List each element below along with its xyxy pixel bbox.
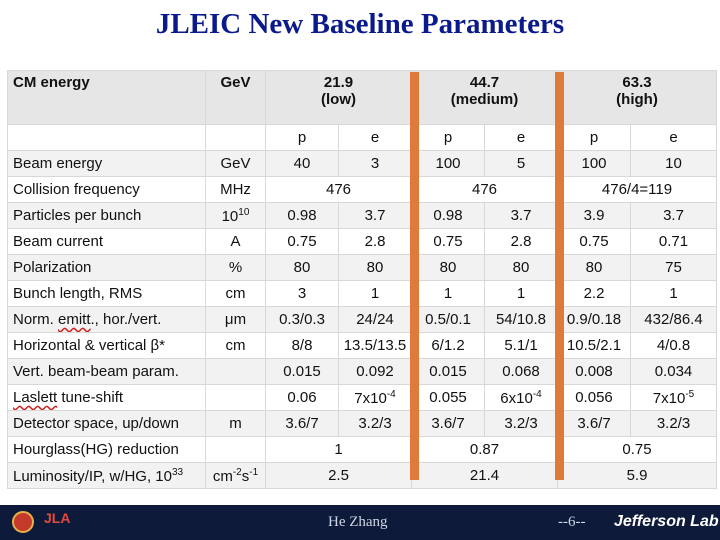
- page-number: --6--: [558, 514, 586, 530]
- row-unit: A: [206, 229, 266, 255]
- row-value: $7x10^{-5}$: [631, 385, 717, 411]
- row-value: 3.7: [631, 203, 717, 229]
- row-value: 3.7: [485, 203, 558, 229]
- slide-title: JLEIC New Baseline Parameters: [155, 8, 565, 40]
- table-row: [8, 281, 717, 307]
- row-value: 0.068: [485, 359, 558, 385]
- row-value: 0.71: [631, 229, 717, 255]
- row-value: 3: [339, 151, 412, 177]
- row-unit: m: [206, 411, 266, 437]
- row-value: 13.5/13.5: [339, 333, 412, 359]
- row-value: 3.6/7: [412, 411, 485, 437]
- row-value: 0.008: [558, 359, 631, 385]
- row-value: 1: [485, 281, 558, 307]
- row-value: 24/24: [339, 307, 412, 333]
- row-value: 80: [266, 255, 339, 281]
- species-label: e: [485, 125, 558, 151]
- table-row: [8, 229, 717, 255]
- jefferson-lab-logo: Jefferson Lab: [614, 513, 719, 530]
- header-group-high: 63.3 (high): [558, 71, 717, 125]
- row-value: 100: [558, 151, 631, 177]
- table-row: [8, 255, 717, 281]
- row-value: 80: [485, 255, 558, 281]
- row-value: 3.2/3: [339, 411, 412, 437]
- row-label: Beam energy: [8, 151, 206, 177]
- species-label: p: [266, 125, 339, 151]
- table-row: [8, 307, 717, 333]
- table-header-row: [8, 71, 717, 125]
- table-row: [8, 463, 717, 489]
- table-row: [8, 437, 717, 463]
- row-value: 0.98: [412, 203, 485, 229]
- row-label: Beam current: [8, 229, 206, 255]
- seal-logo-icon: [12, 511, 34, 533]
- row-label: Hourglass(HG) reduction: [8, 437, 206, 463]
- row-value: $7x10^{-4}$: [339, 385, 412, 411]
- row-label: Vert. beam-beam param.: [8, 359, 206, 385]
- row-value: 100: [412, 151, 485, 177]
- row-value: 1: [412, 281, 485, 307]
- table-row: [8, 177, 717, 203]
- row-label: Luminosity/IP, w/HG, $10^{33}$: [8, 463, 206, 489]
- row-value: 10: [631, 151, 717, 177]
- row-value: 0.056: [558, 385, 631, 411]
- column-separator: [555, 72, 564, 480]
- row-value: 21.4: [412, 463, 558, 489]
- row-value: 80: [339, 255, 412, 281]
- table-row: [8, 151, 717, 177]
- table-row: [8, 203, 717, 229]
- row-value: 0.015: [412, 359, 485, 385]
- table-row: [8, 385, 717, 411]
- row-value: 4/0.8: [631, 333, 717, 359]
- row-label: Particles per bunch: [8, 203, 206, 229]
- row-value: 80: [412, 255, 485, 281]
- row-value: 0.75: [558, 229, 631, 255]
- row-unit: μm: [206, 307, 266, 333]
- row-value: 2.8: [485, 229, 558, 255]
- row-unit: cm: [206, 281, 266, 307]
- column-separator: [410, 72, 419, 480]
- row-label: Horizontal & vertical β*: [8, 333, 206, 359]
- row-unit: GeV: [206, 151, 266, 177]
- row-value: 75: [631, 255, 717, 281]
- row-value: 40: [266, 151, 339, 177]
- row-value: 80: [558, 255, 631, 281]
- row-value: 1: [339, 281, 412, 307]
- row-value: 5.1/1: [485, 333, 558, 359]
- row-value: 54/10.8: [485, 307, 558, 333]
- row-value: 3.7: [339, 203, 412, 229]
- row-value: 1: [266, 437, 412, 463]
- row-value: 3.6/7: [266, 411, 339, 437]
- table-row: [8, 359, 717, 385]
- row-value: 2.8: [339, 229, 412, 255]
- row-value: 0.9/0.18: [558, 307, 631, 333]
- row-value: 0.75: [266, 229, 339, 255]
- row-value: 2.2: [558, 281, 631, 307]
- row-value: 0.06: [266, 385, 339, 411]
- row-unit: $10^{10}$: [206, 203, 266, 229]
- row-label: Polarization: [8, 255, 206, 281]
- row-value: 3.6/7: [558, 411, 631, 437]
- row-unit: $cm^{-2}s^{-1}$: [206, 463, 266, 489]
- row-value: 0.98: [266, 203, 339, 229]
- row-unit: [206, 385, 266, 411]
- row-value: 0.3/0.3: [266, 307, 339, 333]
- row-value: 0.87: [412, 437, 558, 463]
- row-value: 3.2/3: [631, 411, 717, 437]
- header-unit: GeV: [206, 71, 266, 125]
- row-value: 0.092: [339, 359, 412, 385]
- row-value: 0.015: [266, 359, 339, 385]
- row-value: 3.2/3: [485, 411, 558, 437]
- row-value: 0.5/0.1: [412, 307, 485, 333]
- row-value: $6x10^{-4}$: [485, 385, 558, 411]
- species-label: e: [339, 125, 412, 151]
- presenter-name: He Zhang: [328, 514, 388, 530]
- table-row: [8, 333, 717, 359]
- row-value: 432/86.4: [631, 307, 717, 333]
- table-subheader-row: [8, 125, 717, 151]
- row-value: 0.034: [631, 359, 717, 385]
- row-label: Detector space, up/down: [8, 411, 206, 437]
- row-value: 476/4=119: [558, 177, 717, 203]
- row-value: 0.055: [412, 385, 485, 411]
- row-unit: MHz: [206, 177, 266, 203]
- header-group-medium: 44.7 (medium): [412, 71, 558, 125]
- header-group-low: 21.9 (low): [266, 71, 412, 125]
- header-label: CM energy: [8, 71, 206, 125]
- footer-bar: [0, 505, 720, 540]
- row-label: Bunch length, RMS: [8, 281, 206, 307]
- row-value: 8/8: [266, 333, 339, 359]
- row-value: 3.9: [558, 203, 631, 229]
- row-unit: [206, 437, 266, 463]
- species-label: e: [631, 125, 717, 151]
- row-value: 0.75: [558, 437, 717, 463]
- row-value: 6/1.2: [412, 333, 485, 359]
- row-value: 3: [266, 281, 339, 307]
- table-row: [8, 411, 717, 437]
- row-value: 5.9: [558, 463, 717, 489]
- row-value: 0.75: [412, 229, 485, 255]
- row-label: Norm. emitt., hor./vert.: [8, 307, 206, 333]
- row-unit: %: [206, 255, 266, 281]
- parameters-table: [7, 70, 717, 489]
- row-value: 5: [485, 151, 558, 177]
- row-unit: cm: [206, 333, 266, 359]
- row-value: 476: [412, 177, 558, 203]
- row-label: Collision frequency: [8, 177, 206, 203]
- row-value: 476: [266, 177, 412, 203]
- row-value: 10.5/2.1: [558, 333, 631, 359]
- row-label: Laslett tune-shift: [8, 385, 206, 411]
- row-value: 1: [631, 281, 717, 307]
- species-label: p: [412, 125, 485, 151]
- species-label: p: [558, 125, 631, 151]
- row-value: 2.5: [266, 463, 412, 489]
- row-unit: [206, 359, 266, 385]
- jla-logo: JLA: [44, 510, 71, 526]
